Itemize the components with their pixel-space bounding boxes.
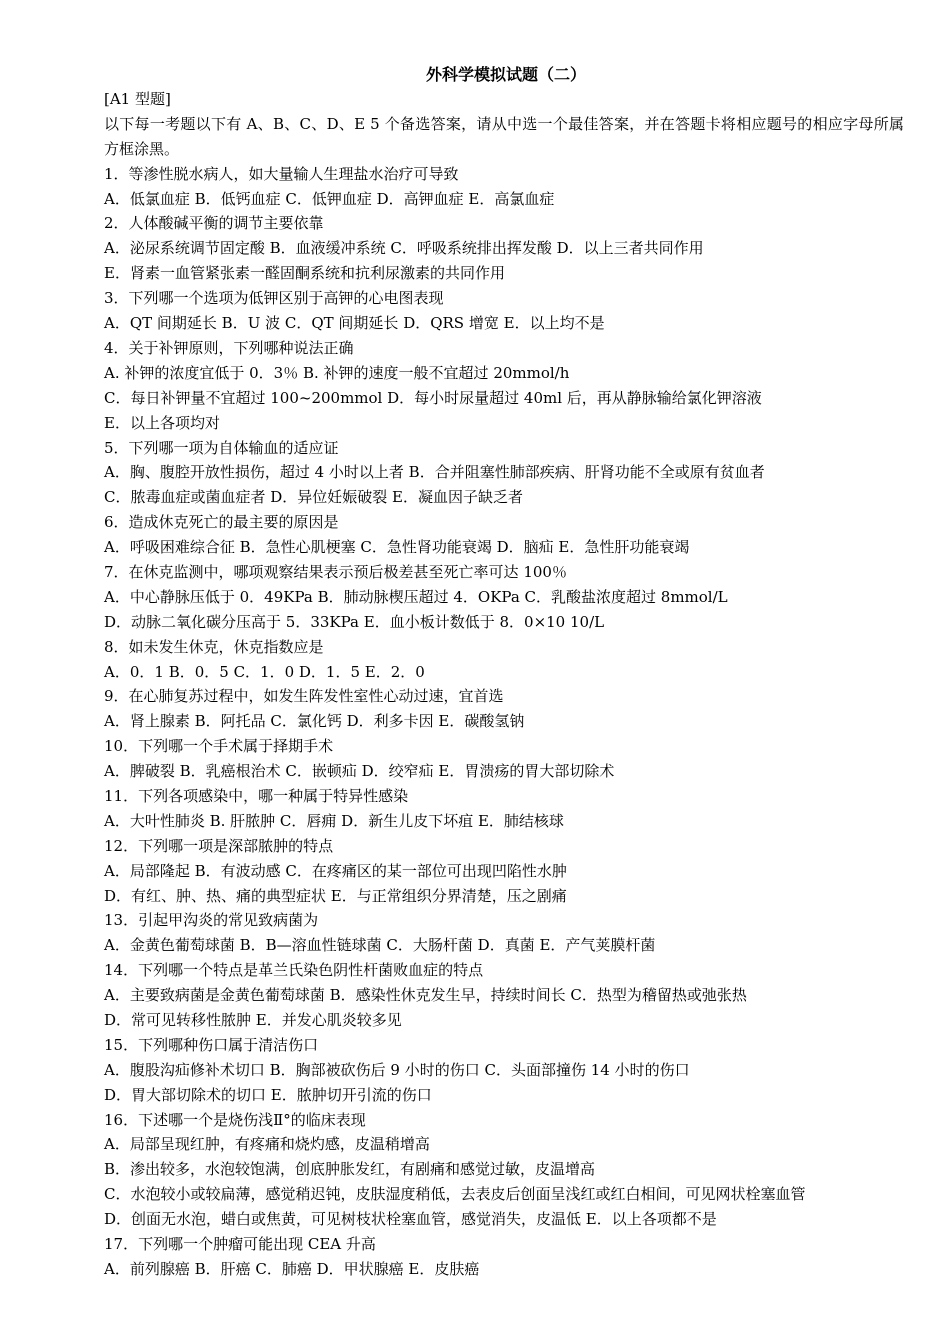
question-line: A．大叶性肺炎 B. 肝脓肿 C．唇痈 D．新生儿皮下坏疽 E．肺结核球 <box>104 811 564 830</box>
question-list <box>104 162 904 1282</box>
question-line: 1．等渗性脱水病人，如大量输人生理盐水治疗可导致 <box>104 164 459 183</box>
question-line: A．0．1 B．0．5 C．1．0 D．1．5 E．2．0 <box>104 662 425 681</box>
question-line: B．渗出较多，水泡较饱满，创底肿胀发红，有剧痛和感觉过敏，皮温增高 <box>104 1160 596 1179</box>
question-line: A．主要致病菌是金黄色葡萄球菌 B．感染性休克发生早，持续时间长 C．热型为稽留热或弛张热 <box>104 986 747 1005</box>
question-line: 6．造成休克死亡的最主要的原因是 <box>104 513 339 532</box>
question-line: A．脾破裂 B．乳癌根治术 C．嵌顿疝 D．绞窄疝 E．胃溃疡的胃大部切除术 <box>104 762 615 781</box>
question-line: 5．下列哪一项为自体输血的适应证 <box>104 438 339 457</box>
question-line: A．泌尿系统调节固定酸 B．血液缓冲系统 C．呼吸系统排出挥发酸 D．以上三者共同作用 <box>104 239 704 258</box>
question-line: 11．下列各项感染中，哪一种属于特异性感染 <box>104 786 409 805</box>
instructions: 以下每一考题以下有 A、B、C、D、E 5 个备选答案，请从中选一个最佳答案，并在答题卡将相应题号的相应字母所属方框涂黑。 <box>104 114 904 158</box>
question-line: A．金黄色葡萄球菌 B．B—溶血性链球菌 C．大肠杆菌 D．真菌 E．产气荚膜杆菌 <box>104 936 656 955</box>
question-line: 14．下列哪一个特点是革兰氏染色阴性杆菌败血症的特点 <box>104 961 484 980</box>
question-line: E．肾素一血管紧张素一醛固酮系统和抗利尿激素的共同作用 <box>104 264 505 283</box>
question-line: 10．下列哪一个手术属于择期手术 <box>104 737 334 756</box>
question-line: A．前列腺癌 B．肝癌 C．肺癌 D．甲状腺癌 E．皮肤癌 <box>104 1259 480 1278</box>
question-line: A．QT 间期延长 B．U 波 C．QT 间期延长 D．QRS 增宽 E．以上均不是 <box>104 314 605 333</box>
question-line: 17．下列哪一个肿瘤可能出现 CEA 升高 <box>104 1235 376 1253</box>
question-line: 7．在休克监测中，哪项观察结果表示预后极差甚至死亡率可达 100％ <box>104 562 567 581</box>
question-line: A．腹股沟疝修补术切口 B．胸部被砍伤后 9 小时的伤口 C．头面部撞伤 14 小时的伤口 <box>104 1060 690 1079</box>
question-line: C．脓毒血症或菌血症者 D．异位妊娠破裂 E．凝血因子缺乏者 <box>104 488 523 507</box>
question-line: 2．人体酸碱平衡的调节主要依靠 <box>104 214 324 233</box>
question-line: 8．如未发生休克，休克指数应是 <box>104 637 324 656</box>
question-line: A．局部隆起 B．有波动感 C．在疼痛区的某一部位可出现凹陷性水肿 <box>104 861 567 880</box>
question-line: A．局部呈现红肿，有疼痛和烧灼感，皮温稍增高 <box>104 1135 430 1154</box>
exam-page <box>104 62 904 1282</box>
question-line: D．创面无水泡，蜡白或焦黄，可见树枝状栓塞血管，感觉消失，皮温低 E．以上各项都不是 <box>104 1210 717 1229</box>
question-line: E．以上各项均对 <box>104 413 220 432</box>
question-line: 4．关于补钾原则，下列哪种说法正确 <box>104 338 354 357</box>
question-line: 12．下列哪一项是深部脓肿的特点 <box>104 836 334 855</box>
question-line: D．动脉二氧化碳分压高于 5．33KPa E．血小板计数低于 8．0×10 10/L <box>104 612 605 631</box>
question-line: A. 补钾的浓度宜低于 0．3％ B. 补钾的速度一般不宜超过 20mmol/h <box>104 363 570 382</box>
question-line: 16．下述哪一个是烧伤浅Ⅱ°的临床表现 <box>104 1110 366 1129</box>
page-title: 外科学模拟试题（二） <box>425 65 586 84</box>
question-line: A．胸、腹腔开放性损伤，超过 4 小时以上者 B．合并阻塞性肺部疾病、肝肾功能不全或原有贫血者 <box>104 463 765 482</box>
question-line: D．胃大部切除术的切口 E．脓肿切开引流的伤口 <box>104 1085 432 1104</box>
question-line: D．常可见转移性脓肿 E．并发心肌炎较多见 <box>104 1010 402 1029</box>
question-line: A．中心静脉压低于 0．49KPa B．肺动脉楔压超过 4．OKPa C．乳酸盐浓度超过 8mmol/L <box>104 587 728 606</box>
question-line: A．低氯血症 B．低钙血症 C．低钾血症 D．高钾血症 E．高氯血症 <box>104 189 555 208</box>
question-line: A．肾上腺素 B．阿托品 C．氯化钙 D．利多卡因 E．碳酸氢钠 <box>104 712 525 731</box>
question-line: 9．在心肺复苏过程中，如发生阵发性室性心动过速，宜首选 <box>104 687 504 706</box>
question-line: 13．引起甲沟炎的常见致病菌为 <box>104 911 319 930</box>
question-line: 3．下列哪一个选项为低钾区别于高钾的心电图表现 <box>104 289 444 308</box>
question-line: D．有红、肿、热、痛的典型症状 E．与正常组织分界清楚，压之剧痛 <box>104 886 567 905</box>
question-line: C．水泡较小或较扁薄，感觉稍迟钝，皮肤湿度稍低，去表皮后创面呈浅红或红白相间，可见网状栓塞血管 <box>104 1185 806 1204</box>
question-line: C．每日补钾量不宜超过 100~200mmol D．每小时尿量超过 40ml 后，再从静脉输给氯化钾溶液 <box>104 388 762 407</box>
section-type: [A1 型题] <box>104 90 171 108</box>
question-line: A．呼吸困难综合征 B．急性心肌梗塞 C．急性肾功能衰竭 D．脑疝 E．急性肝功能衰竭 <box>104 538 690 557</box>
question-line: 15．下列哪种伤口属于清洁伤口 <box>104 1035 319 1054</box>
